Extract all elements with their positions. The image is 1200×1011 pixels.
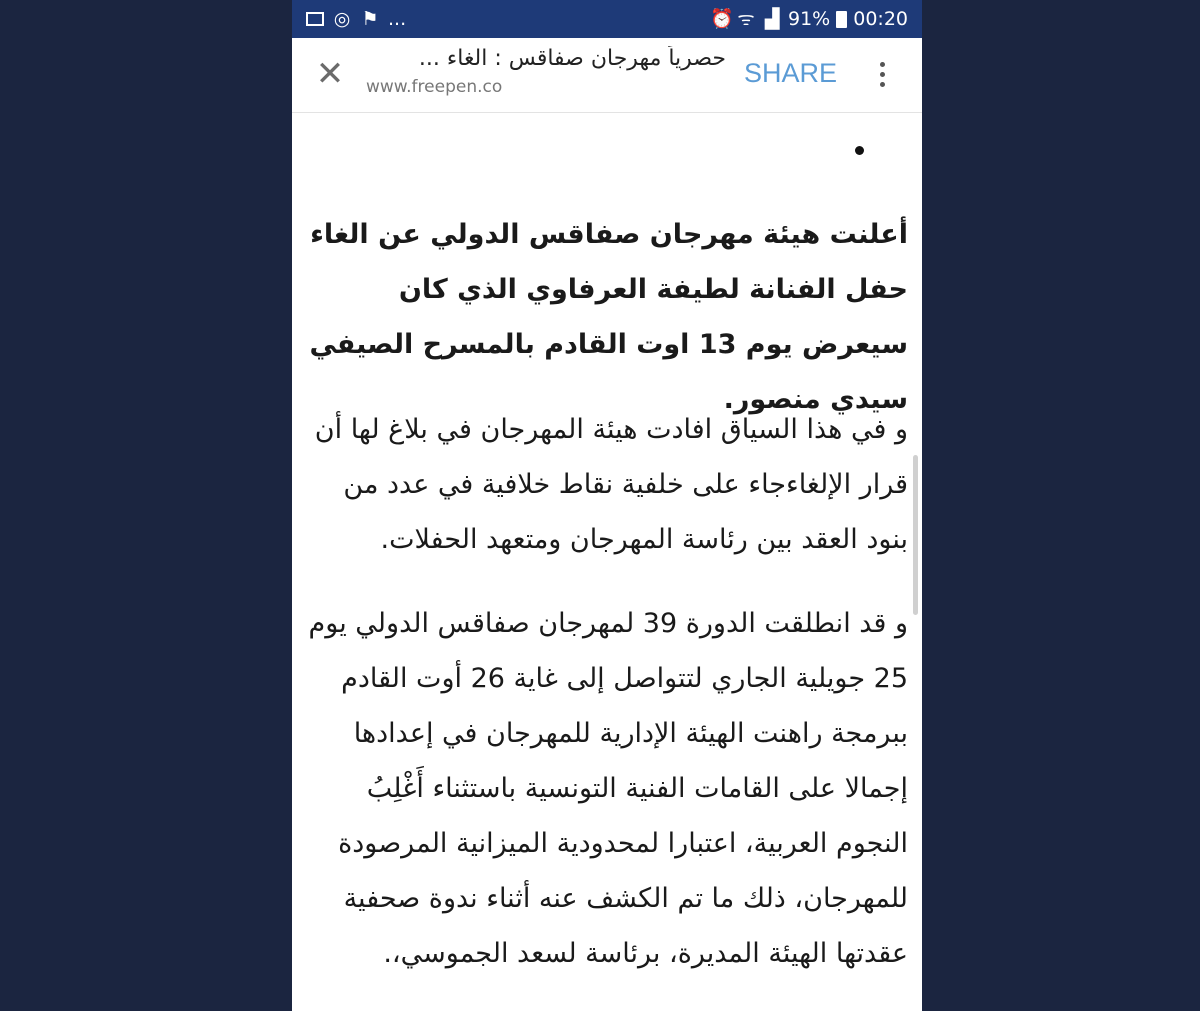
status-left [306,8,406,30]
phone-screen [292,0,922,1011]
article-paragraph-lead: أعلنت هيئة مهرجان صفاقس الدولي عن الغاء حفل الفنانة لطيفة العرفاوي الذي كان سيعرض يوم 13 اوت القادم بالمسرح الصيفي سيدي منصور. [309,219,908,415]
custom-tab-toolbar [292,38,922,113]
scrollbar[interactable] [913,455,918,615]
flag-icon: ⚑ [361,8,379,30]
nfc-icon: ◎ [333,8,351,30]
more-vert-icon-dot [880,72,885,77]
close-icon: ✕ [315,54,345,94]
status-bar [292,0,922,38]
article-paragraph: و قد انطلقت الدورة 39 لمهرجان صفاقس الدولي يوم 25 جويلية الجاري لتتواصل إلى غاية 26 أوت القادم ببرمجة راهنت الهيئة الإدارية للمهرجان في إعدادها إجمالا على القامات الفنية التونسية باستثناء أَغْلِبُ النجوم العربية، اعتبارا لمحدودية الميزانية المرصودة للمهرجان، ذلك ما تم الكشف عنه أثناء ندوة صحفية عقدتها الهيئة المديرة، برئاسة لسعد الجموسي،. [308,608,908,969]
title-block[interactable] [366,46,726,97]
more-options-button[interactable] [870,62,894,92]
wifi-icon: ᯤ [737,8,755,30]
article-paragraph: و في هذا السياق افادت هيئة المهرجان في بلاغ لها أن قرار الإلغاءجاء على خلفية نقاط خلافية في عدد من بنود العقد بين رئاسة المهرجان ومتعهد الحفلات. [314,414,908,555]
page-url: www.freepen.co [366,77,503,97]
battery-icon [836,11,847,28]
signal-icon: ▟ [764,8,780,30]
battery-percent: 91% [788,8,831,30]
close-button[interactable] [310,54,350,94]
clock: 00:20 [853,8,908,30]
bullet-point [855,146,864,155]
status-right [710,8,908,30]
page-title: حصرياً مهرجان صفاقس : الغاء ... [418,46,726,71]
more-vert-icon [880,62,885,67]
status-dots: ... [388,8,407,30]
more-vert-icon-dot [880,82,885,87]
share-button[interactable]: SHARE [744,58,838,88]
alarm-icon: ⏰ [710,8,734,30]
image-icon [306,12,324,26]
